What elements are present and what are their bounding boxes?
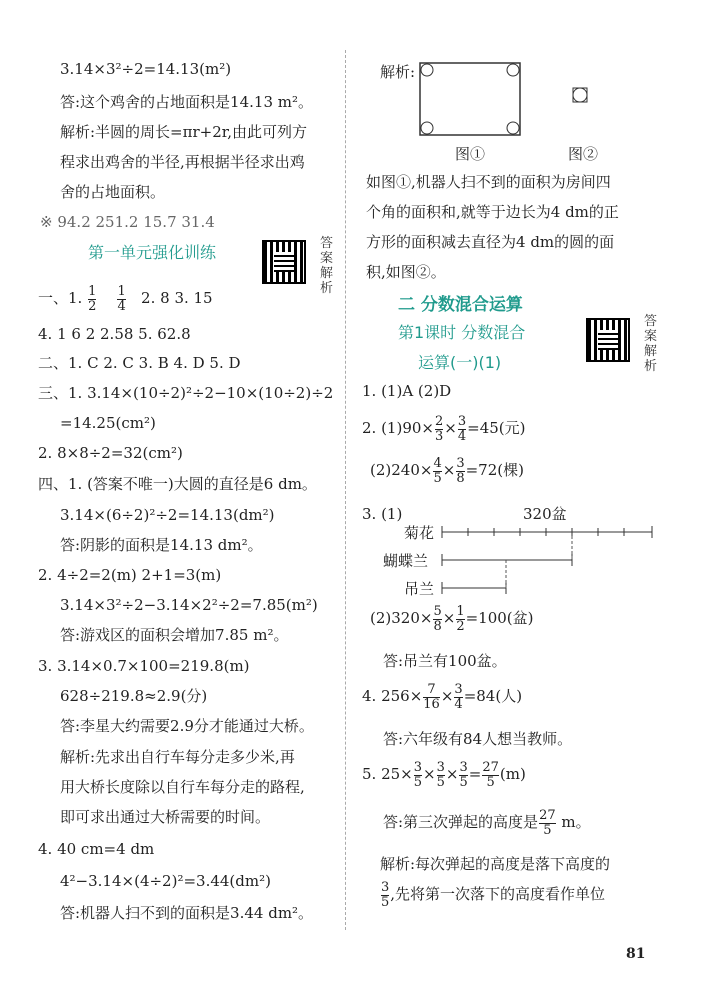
segment-diagram [440,516,660,596]
qr-label: 答案解析 [644,314,658,374]
answer-line: 解析:先求出自行车每分走多少米,再 [60,748,295,766]
figure-caption: 图① [455,145,486,163]
answer-line: 答:第三次弹起的高度是 $\frac{27}{5}$ m。 [383,807,591,838]
answer-line: 三、1. 3.14×(10÷2)²÷2−10×(10÷2)÷2 [38,384,334,402]
answer-line: 4²−3.14×(4÷2)²=3.44(dm²) [60,872,271,890]
qr-code[interactable] [586,318,630,362]
small-circle [573,88,587,102]
text-line: 程求出鸡舍的半径,再根据半径求出鸡 [60,153,305,171]
fraction: $\frac{3}{5}$ [381,879,390,910]
answer-line: 答:吊兰有100盆。 [383,652,507,670]
answer-line: 3.14×3²÷2−3.14×2²÷2=7.85(m²) [60,596,318,614]
answer-line: 2. 8×8÷2=32(cm²) [38,444,183,462]
answer-line: 3.14×(6÷2)²÷2=14.13(dm²) [60,506,275,524]
text-line: 3.14×3²÷2=14.13(m²) [60,60,232,78]
text-line: 方形的面积减去直径为4 dm的圆的面 [366,233,615,251]
answer-line: 解析:每次弹起的高度是落下高度的 [380,855,611,873]
fraction: $\frac{4}{5}$ [433,455,442,486]
fraction: $\frac{1}{4}$ [117,283,126,314]
text-line: 舍的占地面积。 [60,183,166,201]
fraction: $\frac{1}{2}$ [88,283,97,314]
fraction: $\frac{2}{3}$ [434,413,444,444]
answer-line: (2)240× $\frac{4}{5}$ × $\frac{3}{8}$ =72(棵) [370,455,524,486]
page-number: 81 [626,946,646,962]
answer-line: 4. 1 6 2 2.58 5. 62.8 [38,325,191,343]
text-line: 答:这个鸡舍的占地面积是14.13 m²。 [60,93,314,111]
answer-line: 二、1. C 2. C 3. B 4. D 5. D [38,354,241,372]
answer-line: 4. 256× $\frac{7}{16}$ × $\frac{3}{4}$ =84(人) [362,681,523,712]
section-title: 第一单元强化训练 [88,243,217,262]
answer-line: 628÷219.8≈2.9(分) [60,687,208,705]
answer-line: 用大桥长度除以自行车每分走的路程, [60,778,305,796]
fraction: $\frac{1}{2}$ [456,603,465,634]
diagram-row-label: 蝴蝶兰 [383,552,429,570]
answer-line: 答:阴影的面积是14.13 dm²。 [60,536,263,554]
fraction: $\frac{3}{4}$ [457,413,467,444]
fraction: $\frac{3}{5}$ [459,759,468,790]
diagram-total-label: 320盆 [523,505,567,523]
answer-line: 2. (1)90× $\frac{2}{3}$ × $\frac{3}{4}$ =45(元) [362,413,526,444]
chapter-title: 二 分数混合运算 [398,295,523,315]
corner-circle [421,122,433,134]
qr-label: 答案解析 [320,236,334,296]
text-line: 如图①,机器人扫不到的面积为房间四 [366,173,611,191]
text-line: 个角的面积和,就等于边长为4 dm的正 [366,203,619,221]
answer-line: 3. 3.14×0.7×100=219.8(m) [38,657,250,675]
answer-line: =14.25(cm²) [60,414,156,432]
lesson-title: 运算(一)(1) [418,353,502,372]
answer-line: 答:六年级有84人想当教师。 [383,730,573,748]
fraction: $\frac{27}{5}$ [482,759,499,790]
answer-line: 2. 4÷2=2(m) 2+1=3(m) [38,566,222,584]
fraction: $\frac{27}{5}$ [539,807,556,838]
corner-circle [507,64,519,76]
column-divider [345,50,346,930]
answer-line: 5. 25× $\frac{3}{5}$ × $\frac{3}{5}$ × $\frac{3}{5}$ = $\frac{27}{5}$ (m) [362,759,526,790]
answer-line: 答:游戏区的面积会增加7.85 m²。 [60,626,289,644]
answer-line: 答:李星大约需要2.9分才能通过大桥。 [60,717,314,735]
answer-line: 1. (1)A (2)D [362,382,452,400]
fraction: $\frac{3}{5}$ [413,759,423,790]
text-line: 积,如图②。 [366,263,446,281]
answer-line: 3. (1) [362,505,403,523]
room-figure [415,58,605,140]
text-line: ※ 94.2 251.2 15.7 31.4 [40,213,215,231]
figure-caption: 图② [568,145,599,163]
lesson-title: 第1课时 分数混合 [398,323,526,342]
answer-line: $\frac{3}{5}$ ,先将第一次落下的高度看作单位 [381,879,606,910]
room-square [420,63,520,135]
fraction: $\frac{3}{4}$ [454,681,463,712]
answer-line: 四、1. (答案不唯一)大圆的直径是6 dm。 [38,475,317,493]
fraction: $\frac{3}{8}$ [456,455,465,486]
diagram-row-label: 吊兰 [404,580,435,598]
qr-code[interactable] [262,240,306,284]
text-line: 解析:半圆的周长=πr+2r,由此可列方 [60,123,308,141]
answer-line: 即可求出通过大桥需要的时间。 [60,808,271,826]
corner-circle [421,64,433,76]
corner-circle [507,122,519,134]
answer-line: 一、1. $\frac{1}{2}$ $\frac{1}{4}$ 2. 8 3. 15 [38,283,213,314]
analysis-label: 解析: [380,63,416,81]
fraction: $\frac{3}{5}$ [436,759,445,790]
answer-line: 4. 40 cm=4 dm [38,840,155,858]
answer-line: 答:机器人扫不到的面积是3.44 dm²。 [60,904,314,922]
diagram-row-label: 菊花 [404,524,435,542]
fraction: $\frac{5}{8}$ [433,603,442,634]
fraction: $\frac{7}{16}$ [423,681,440,712]
answer-line: (2)320× $\frac{5}{8}$ × $\frac{1}{2}$ =100(盆) [370,603,534,634]
